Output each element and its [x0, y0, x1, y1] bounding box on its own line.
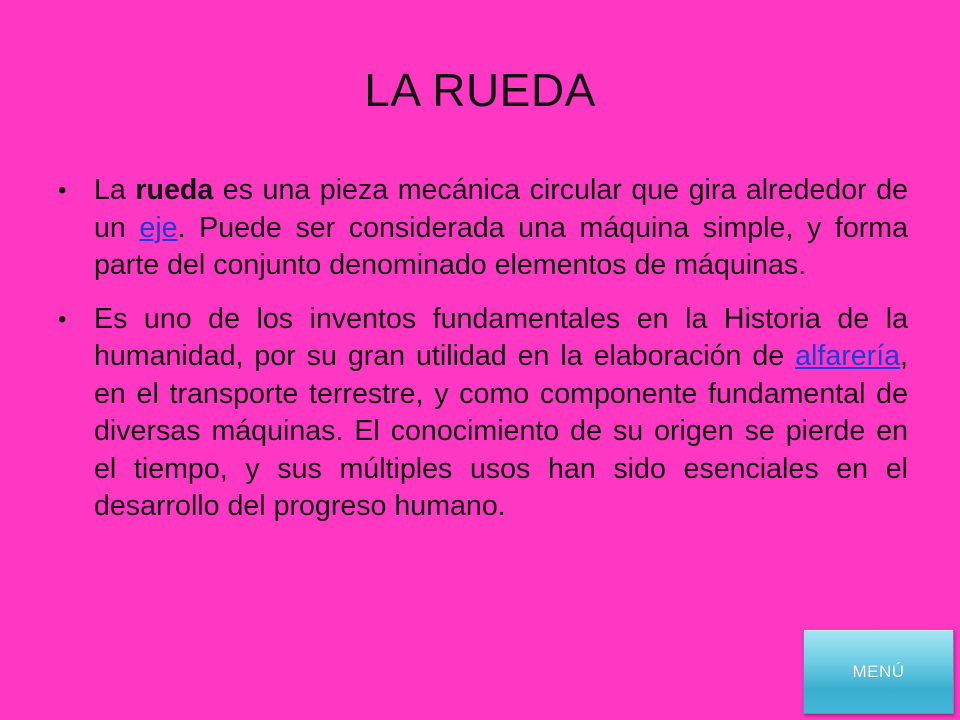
bullet-dot-icon: •	[58, 305, 67, 333]
bullet-dot-icon: •	[58, 177, 67, 204]
bullet-text-run: Es uno de los inventos fundamentales en la Historia de la humanidad, por su gran utilidad en la elaboración de	[94, 302, 908, 372]
slide-title: LA RUEDA	[364, 64, 596, 116]
bullet-text-run: . Puede ser considerada una máquina simple, y forma parte del conjunto denominado elementos de máquinas.	[94, 211, 908, 281]
bullet-text-run: La	[94, 174, 136, 206]
bullet-text-run: , en el transporte terrestre, y como componente fundamental de diversas máquinas. El conocimiento de su origen se pierde en el tiempo, y sus múltiples usos han sido esenciales en el desarrollo del progreso humano.	[94, 340, 908, 522]
link-alfareria[interactable]: alfarería	[795, 340, 901, 372]
link-eje[interactable]: eje	[139, 211, 178, 244]
bullet-text-run: es una pieza mecánica circular que gira alrededor de un	[94, 174, 908, 244]
bullet-text	[94, 174, 908, 281]
bullet-item	[56, 301, 908, 526]
menu-button[interactable]	[803, 629, 954, 714]
bullet-item	[56, 172, 908, 285]
bullet-text	[94, 303, 908, 523]
bold-term: rueda	[135, 174, 214, 206]
menu-button-label: MENÚ	[852, 661, 905, 681]
bullet-list	[56, 172, 908, 542]
